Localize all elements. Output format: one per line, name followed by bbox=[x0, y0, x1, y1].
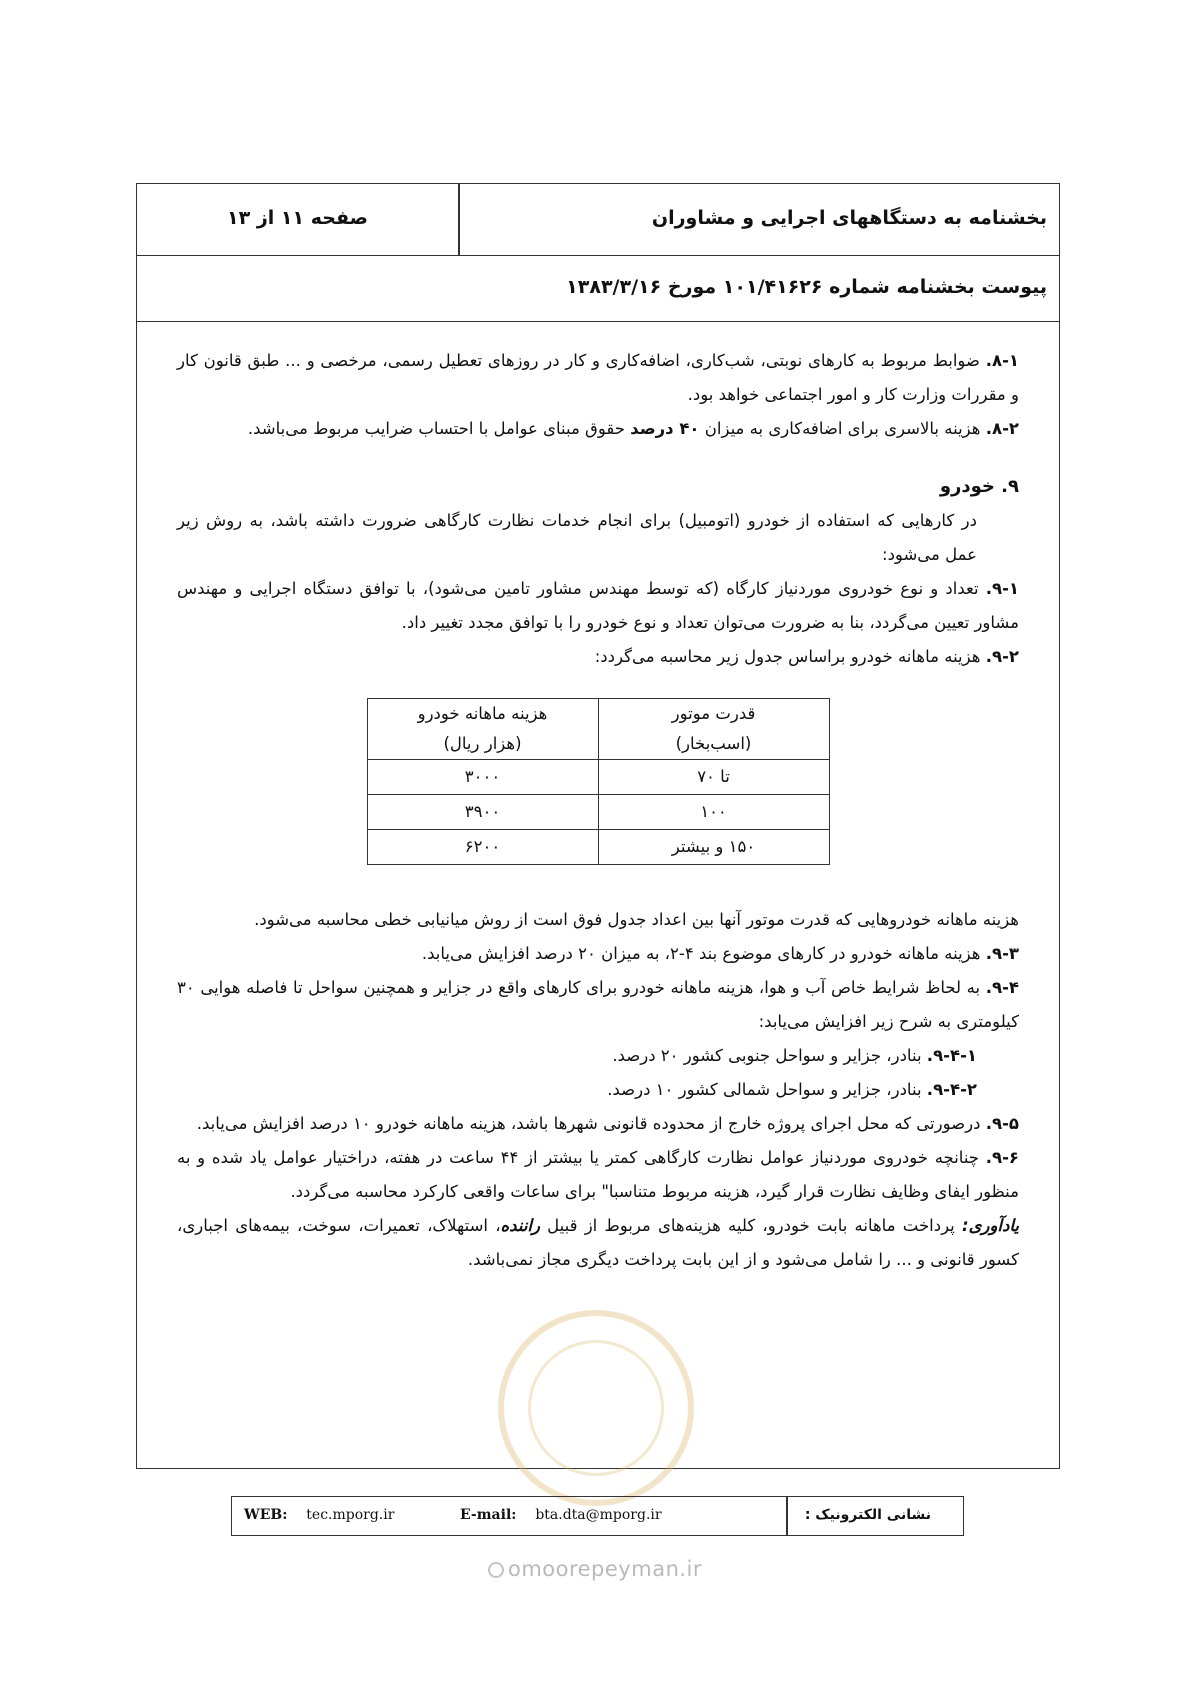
web-link[interactable]: tec.mporg.ir bbox=[306, 1507, 395, 1523]
clause-text: هزینه ماهانه خودرو براساس جدول زیر محاسبه می‌گردد: bbox=[594, 647, 981, 666]
cost-cell: ۶۲۰۰ bbox=[367, 830, 598, 865]
section-title: ۹. خودرو bbox=[939, 476, 1019, 497]
clause-number: ۹-۳. bbox=[985, 944, 1019, 963]
clause-text: هزینه بالاسری برای اضافه‌کاری به میزان bbox=[704, 419, 981, 438]
header-line: قدرت موتور bbox=[671, 704, 756, 723]
table-header-row bbox=[367, 699, 829, 760]
document-frame bbox=[136, 183, 1060, 1469]
clause-9-4-2 bbox=[177, 1073, 1019, 1107]
clause-number: ۹-۴-۲. bbox=[926, 1080, 977, 1099]
clause-number: ۸-۲. bbox=[985, 419, 1019, 438]
email-link[interactable]: bta.dta@mporg.ir bbox=[535, 1507, 662, 1523]
seal-inner-ring bbox=[528, 1340, 664, 1476]
footer-contact-box bbox=[231, 1496, 964, 1536]
email-label: E-mail: bbox=[460, 1507, 517, 1523]
section-intro: در کارهایی که استفاده از خودرو (اتومبیل) برای انجام خدمات نظارت کارگاهی ضرورت داشته باشد، به روش زیر عمل می‌شود: bbox=[177, 511, 977, 564]
footer-email bbox=[460, 1507, 662, 1523]
clause-number: ۹-۶. bbox=[985, 1148, 1020, 1167]
clause-text: ضوابط مربوط به کارهای نوبتی، شب‌کاری، اضافه‌کاری و کار در روزهای تعطیل رسمی، مرخصی و ... طبق قانون کار و مقررات وزارت کار و امور اجتماعی خواهد بود. bbox=[177, 351, 1019, 404]
document-title: بخشنامه به دستگاههای اجرایی و مشاوران bbox=[651, 207, 1047, 229]
clause-text: به لحاظ شرایط خاص آب و هوا، هزینه ماهانه خودرو برای کارهای واقع در جزایر و همچنین سواحل تا فاصله هوایی ۳۰ کیلومتری به شرح زیر افزایش می‌یابد: bbox=[177, 978, 1019, 1031]
clause-text: چنانچه خودروی موردنیاز عوامل نظارت کارگاهی کمتر یا بیشتر از ۴۴ ساعت در هفته، دراختیار عوامل یاد شده و به منظور ایفای وظایف نظارت قرار گیرد، هزینه مربوط متناسبا" برای ساعات واقعی کارکرد محاسبه می‌گردد. bbox=[177, 1148, 1019, 1201]
clause-8-1 bbox=[177, 344, 1019, 412]
power-cell: ۱۵۰ و بیشتر bbox=[598, 830, 829, 865]
header-line: هزینه ماهانه خودرو bbox=[417, 704, 548, 723]
at-sign-icon bbox=[488, 1562, 504, 1578]
clause-number: ۹-۲. bbox=[985, 647, 1019, 666]
table-row bbox=[367, 830, 829, 865]
reminder-note bbox=[177, 1209, 1019, 1277]
seal-watermark bbox=[498, 1310, 694, 1506]
interpolation-note: هزینه ماهانه خودروهایی که قدرت موتور آنها بین اعداد جدول فوق است از روش میانیابی خطی محاسبه می‌شود. bbox=[254, 910, 1019, 929]
attachment-reference: پیوست بخشنامه شماره ۱۰۱/۴۱۶۲۶ مورخ ۱۳۸۳/۳/۱۶ bbox=[566, 276, 1047, 298]
document-body bbox=[177, 344, 1019, 1277]
header-divider bbox=[458, 184, 460, 256]
power-cell: تا ۷۰ bbox=[598, 760, 829, 795]
table-row bbox=[367, 760, 829, 795]
clause-text: درصورتی که محل اجرای پروژه خارج از محدوده قانونی شهرها باشد، هزینه ماهانه خودرو ۱۰ درصد افزایش می‌یابد. bbox=[196, 1114, 981, 1133]
header-line: (اسب‌بخار) bbox=[675, 734, 752, 753]
clause-number: ۹-۱. bbox=[985, 579, 1020, 598]
clause-text: تعداد و نوع خودروی موردنیاز کارگاه (که توسط مهندس مشاور تامین می‌شود)، با توافق دستگاه اجرایی و مهندس مشاور تعیین می‌گردد، بنا به ضرورت می‌توان تعداد و نوع خودرو را با توافق مجدد تغییر داد. bbox=[177, 579, 1019, 632]
web-label: WEB: bbox=[244, 1507, 288, 1523]
clause-9-4 bbox=[177, 971, 1019, 1039]
column-header-cost bbox=[367, 699, 598, 760]
clause-9-2 bbox=[177, 640, 1019, 674]
attachment-row bbox=[137, 256, 1059, 322]
footer-label: نشانی الکترونیک : bbox=[804, 1507, 931, 1523]
column-header-power bbox=[598, 699, 829, 760]
reminder-label: یادآوری: bbox=[961, 1216, 1019, 1235]
clause-number: ۹-۵. bbox=[985, 1114, 1019, 1133]
vehicle-cost-table bbox=[367, 698, 830, 865]
page-number: صفحه ۱۱ از ۱۳ bbox=[227, 207, 368, 229]
clause-9-5 bbox=[177, 1107, 1019, 1141]
cost-cell: ۳۰۰۰ bbox=[367, 760, 598, 795]
clause-8-2 bbox=[177, 412, 1019, 446]
clause-text: بنادر، جزایر و سواحل شمالی کشور ۱۰ درصد. bbox=[607, 1080, 922, 1099]
footer-divider bbox=[786, 1497, 788, 1535]
clause-9-4-1 bbox=[177, 1039, 1019, 1073]
clause-9-6 bbox=[177, 1141, 1019, 1209]
power-cell: ۱۰۰ bbox=[598, 795, 829, 830]
clause-emphasis: ۴۰ درصد bbox=[630, 419, 700, 438]
header-row bbox=[137, 184, 1059, 256]
clause-9-3 bbox=[177, 937, 1019, 971]
site-watermark bbox=[0, 1557, 1190, 1581]
reminder-text: پرداخت ماهانه بابت خودرو، کلیه هزینه‌های مربوط از قبیل bbox=[547, 1216, 955, 1235]
site-watermark-text: omoorepeyman.ir bbox=[507, 1557, 703, 1581]
clause-number: ۸-۱. bbox=[985, 351, 1020, 370]
clause-9-1 bbox=[177, 572, 1019, 640]
clause-number: ۹-۴-۱. bbox=[926, 1046, 977, 1065]
clause-text: حقوق مبنای عوامل با احتساب ضرایب مربوط می‌باشد. bbox=[247, 419, 625, 438]
reminder-emphasis: راننده bbox=[500, 1216, 540, 1235]
clause-text: بنادر، جزایر و سواحل جنوبی کشور ۲۰ درصد. bbox=[612, 1046, 922, 1065]
cost-cell: ۳۹۰۰ bbox=[367, 795, 598, 830]
header-line: (هزار ریال) bbox=[443, 734, 522, 753]
table-row bbox=[367, 795, 829, 830]
footer-web bbox=[244, 1507, 394, 1523]
reminder-text: ، استهلاک، تعمیرات، سوخت، بیمه‌های اجباری، کسور قانونی و ... را شامل می‌شود و از این بابت پرداخت دیگری مجاز نمی‌باشد. bbox=[177, 1216, 1019, 1269]
clause-text: هزینه ماهانه خودرو در کارهای موضوع بند ۴-۲، به میزان ۲۰ درصد افزایش می‌یابد. bbox=[421, 944, 981, 963]
clause-number: ۹-۴. bbox=[985, 978, 1019, 997]
